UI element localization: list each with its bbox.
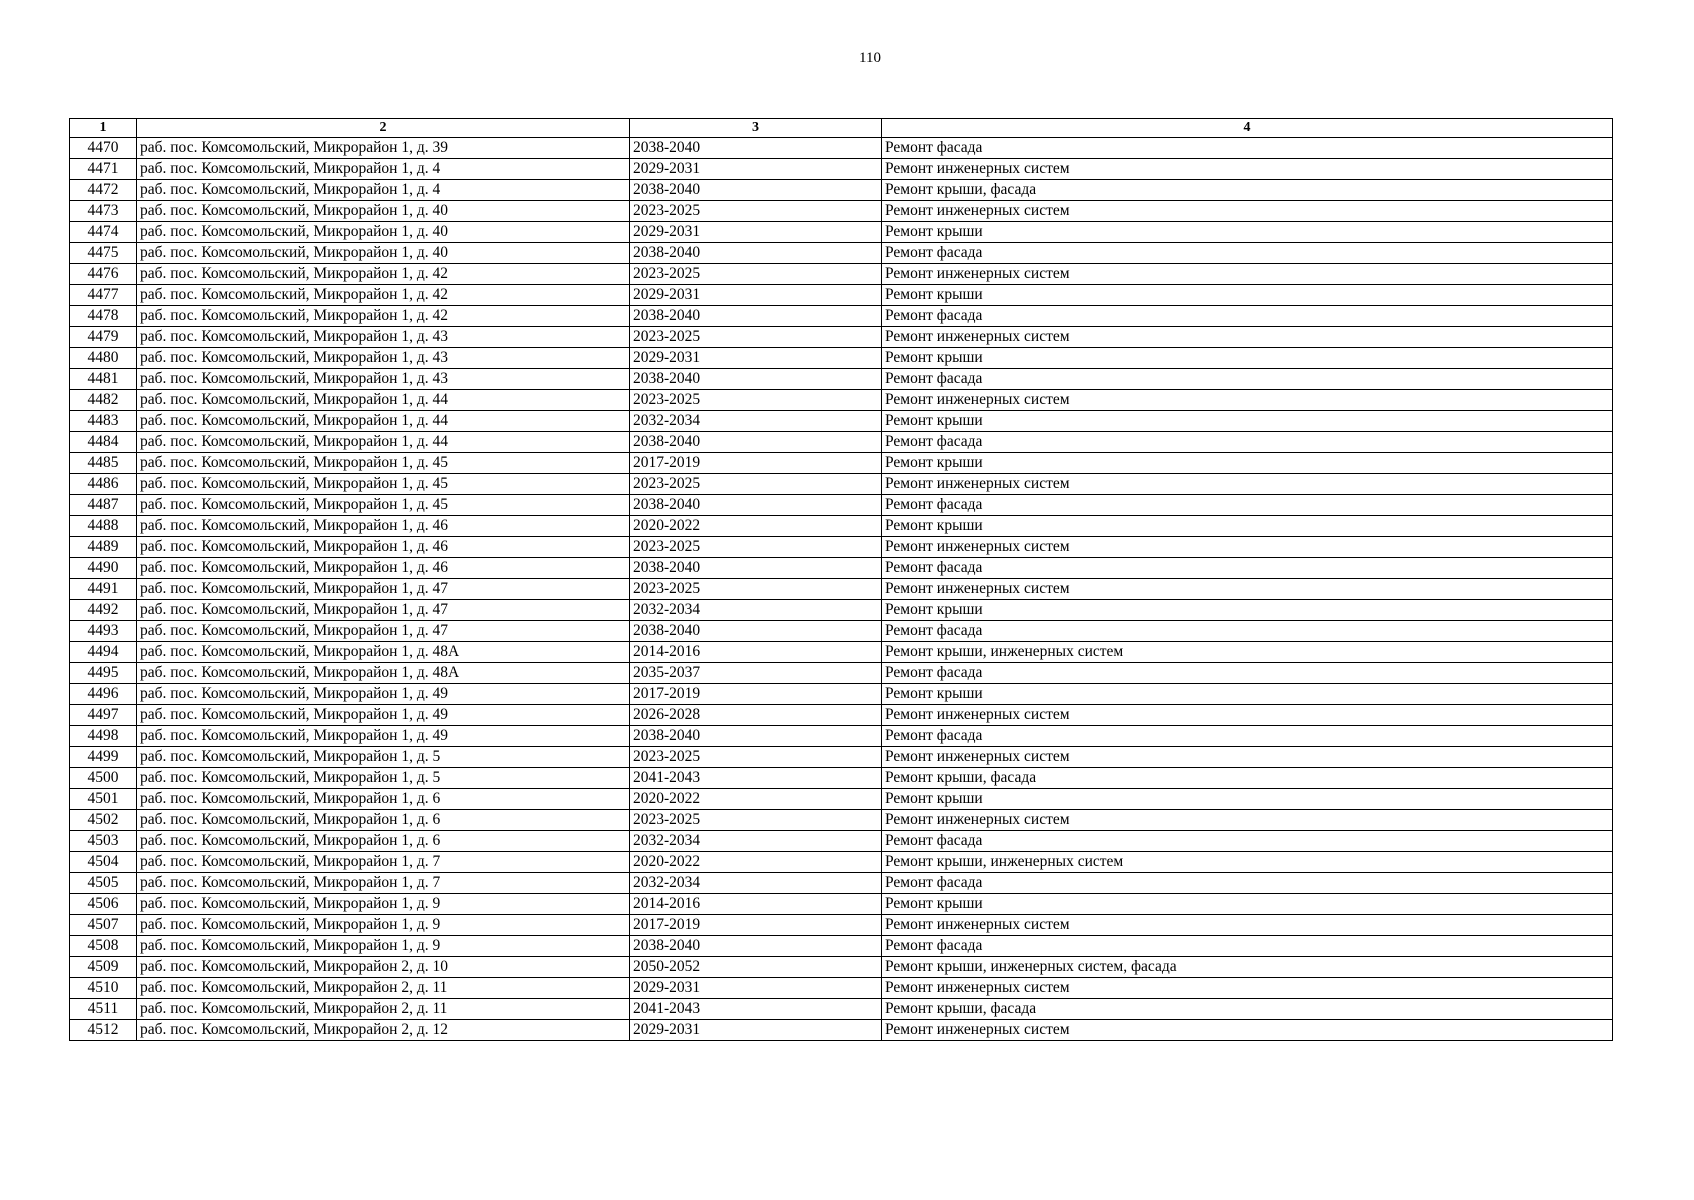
row-work-type: Ремонт крыши, инженерных систем xyxy=(882,852,1613,873)
table-row xyxy=(70,873,1613,894)
row-address: раб. пос. Комсомольский, Микрорайон 1, д. 46 xyxy=(137,537,630,558)
row-address: раб. пос. Комсомольский, Микрорайон 1, д. 45 xyxy=(137,453,630,474)
row-period: 2029-2031 xyxy=(630,348,882,369)
row-period: 2032-2034 xyxy=(630,873,882,894)
row-number: 4506 xyxy=(70,894,137,915)
row-address: раб. пос. Комсомольский, Микрорайон 2, д. 12 xyxy=(137,1020,630,1041)
row-period: 2023-2025 xyxy=(630,201,882,222)
row-number: 4484 xyxy=(70,432,137,453)
table-row xyxy=(70,957,1613,978)
column-header: 2 xyxy=(137,119,630,138)
row-period: 2023-2025 xyxy=(630,390,882,411)
row-work-type: Ремонт крыши xyxy=(882,894,1613,915)
table-row xyxy=(70,684,1613,705)
row-period: 2038-2040 xyxy=(630,306,882,327)
table-row xyxy=(70,579,1613,600)
row-number: 4494 xyxy=(70,642,137,663)
row-work-type: Ремонт крыши, инженерных систем, фасада xyxy=(882,957,1613,978)
row-address: раб. пос. Комсомольский, Микрорайон 1, д. 4 xyxy=(137,159,630,180)
header-row xyxy=(70,119,1613,138)
row-address: раб. пос. Комсомольский, Микрорайон 1, д. 5 xyxy=(137,747,630,768)
row-address: раб. пос. Комсомольский, Микрорайон 1, д. 46 xyxy=(137,516,630,537)
row-work-type: Ремонт крыши xyxy=(882,348,1613,369)
row-number: 4512 xyxy=(70,1020,137,1041)
row-work-type: Ремонт крыши xyxy=(882,600,1613,621)
row-number: 4509 xyxy=(70,957,137,978)
row-period: 2038-2040 xyxy=(630,243,882,264)
row-address: раб. пос. Комсомольский, Микрорайон 1, д. 6 xyxy=(137,831,630,852)
table-row xyxy=(70,306,1613,327)
row-number: 4475 xyxy=(70,243,137,264)
row-address: раб. пос. Комсомольский, Микрорайон 1, д. 48А xyxy=(137,663,630,684)
row-work-type: Ремонт крыши xyxy=(882,411,1613,432)
row-number: 4480 xyxy=(70,348,137,369)
row-work-type: Ремонт фасада xyxy=(882,831,1613,852)
row-address: раб. пос. Комсомольский, Микрорайон 1, д. 47 xyxy=(137,621,630,642)
table-row xyxy=(70,915,1613,936)
row-period: 2050-2052 xyxy=(630,957,882,978)
table-row xyxy=(70,201,1613,222)
row-number: 4507 xyxy=(70,915,137,936)
row-work-type: Ремонт крыши, инженерных систем xyxy=(882,642,1613,663)
table-row xyxy=(70,747,1613,768)
row-address: раб. пос. Комсомольский, Микрорайон 1, д. 44 xyxy=(137,390,630,411)
row-work-type: Ремонт инженерных систем xyxy=(882,579,1613,600)
table-row xyxy=(70,558,1613,579)
row-address: раб. пос. Комсомольский, Микрорайон 1, д. 49 xyxy=(137,684,630,705)
table-row xyxy=(70,159,1613,180)
row-work-type: Ремонт инженерных систем xyxy=(882,537,1613,558)
row-number: 4508 xyxy=(70,936,137,957)
row-period: 2023-2025 xyxy=(630,264,882,285)
row-address: раб. пос. Комсомольский, Микрорайон 1, д. 9 xyxy=(137,936,630,957)
row-period: 2017-2019 xyxy=(630,915,882,936)
row-work-type: Ремонт фасада xyxy=(882,726,1613,747)
row-work-type: Ремонт инженерных систем xyxy=(882,810,1613,831)
table-row xyxy=(70,264,1613,285)
row-number: 4477 xyxy=(70,285,137,306)
table-row xyxy=(70,348,1613,369)
row-address: раб. пос. Комсомольский, Микрорайон 1, д. 43 xyxy=(137,327,630,348)
row-work-type: Ремонт фасада xyxy=(882,138,1613,159)
row-period: 2023-2025 xyxy=(630,747,882,768)
registry-table xyxy=(69,118,1613,1041)
row-period: 2032-2034 xyxy=(630,600,882,621)
row-address: раб. пос. Комсомольский, Микрорайон 2, д. 10 xyxy=(137,957,630,978)
row-number: 4474 xyxy=(70,222,137,243)
row-period: 2023-2025 xyxy=(630,810,882,831)
row-period: 2038-2040 xyxy=(630,369,882,390)
table-row xyxy=(70,642,1613,663)
row-period: 2020-2022 xyxy=(630,789,882,810)
table-row xyxy=(70,789,1613,810)
table-row xyxy=(70,495,1613,516)
table-row xyxy=(70,936,1613,957)
row-address: раб. пос. Комсомольский, Микрорайон 1, д. 4 xyxy=(137,180,630,201)
row-address: раб. пос. Комсомольский, Микрорайон 1, д. 44 xyxy=(137,432,630,453)
row-period: 2023-2025 xyxy=(630,327,882,348)
row-number: 4511 xyxy=(70,999,137,1020)
row-number: 4471 xyxy=(70,159,137,180)
row-number: 4473 xyxy=(70,201,137,222)
row-number: 4470 xyxy=(70,138,137,159)
table-row xyxy=(70,600,1613,621)
row-address: раб. пос. Комсомольский, Микрорайон 1, д. 7 xyxy=(137,873,630,894)
table-row xyxy=(70,705,1613,726)
row-number: 4476 xyxy=(70,264,137,285)
row-period: 2029-2031 xyxy=(630,1020,882,1041)
table-row xyxy=(70,369,1613,390)
row-period: 2038-2040 xyxy=(630,558,882,579)
row-address: раб. пос. Комсомольский, Микрорайон 1, д. 40 xyxy=(137,222,630,243)
table-row xyxy=(70,894,1613,915)
row-number: 4499 xyxy=(70,747,137,768)
row-number: 4481 xyxy=(70,369,137,390)
row-number: 4486 xyxy=(70,474,137,495)
row-work-type: Ремонт крыши, фасада xyxy=(882,180,1613,201)
table-row xyxy=(70,411,1613,432)
row-work-type: Ремонт фасада xyxy=(882,558,1613,579)
row-number: 4478 xyxy=(70,306,137,327)
table-row xyxy=(70,1020,1613,1041)
column-header: 3 xyxy=(630,119,882,138)
row-address: раб. пос. Комсомольский, Микрорайон 1, д. 44 xyxy=(137,411,630,432)
row-work-type: Ремонт крыши xyxy=(882,684,1613,705)
row-period: 2020-2022 xyxy=(630,852,882,873)
row-address: раб. пос. Комсомольский, Микрорайон 1, д. 7 xyxy=(137,852,630,873)
row-period: 2032-2034 xyxy=(630,831,882,852)
row-period: 2029-2031 xyxy=(630,222,882,243)
row-number: 4487 xyxy=(70,495,137,516)
row-work-type: Ремонт фасада xyxy=(882,306,1613,327)
row-period: 2023-2025 xyxy=(630,579,882,600)
row-number: 4502 xyxy=(70,810,137,831)
row-work-type: Ремонт крыши xyxy=(882,453,1613,474)
row-address: раб. пос. Комсомольский, Микрорайон 1, д. 43 xyxy=(137,369,630,390)
row-address: раб. пос. Комсомольский, Микрорайон 1, д. 43 xyxy=(137,348,630,369)
row-address: раб. пос. Комсомольский, Микрорайон 1, д. 46 xyxy=(137,558,630,579)
table-row xyxy=(70,726,1613,747)
row-work-type: Ремонт инженерных систем xyxy=(882,915,1613,936)
page-number: 110 xyxy=(859,50,881,66)
row-number: 4501 xyxy=(70,789,137,810)
row-period: 2041-2043 xyxy=(630,999,882,1020)
row-period: 2038-2040 xyxy=(630,621,882,642)
row-address: раб. пос. Комсомольский, Микрорайон 1, д. 45 xyxy=(137,495,630,516)
row-address: раб. пос. Комсомольский, Микрорайон 1, д. 9 xyxy=(137,915,630,936)
row-work-type: Ремонт инженерных систем xyxy=(882,327,1613,348)
row-work-type: Ремонт инженерных систем xyxy=(882,390,1613,411)
row-number: 4504 xyxy=(70,852,137,873)
table-row xyxy=(70,810,1613,831)
row-number: 4497 xyxy=(70,705,137,726)
row-number: 4498 xyxy=(70,726,137,747)
row-work-type: Ремонт инженерных систем xyxy=(882,978,1613,999)
row-period: 2026-2028 xyxy=(630,705,882,726)
row-work-type: Ремонт крыши xyxy=(882,516,1613,537)
row-period: 2038-2040 xyxy=(630,180,882,201)
row-work-type: Ремонт инженерных систем xyxy=(882,705,1613,726)
row-address: раб. пос. Комсомольский, Микрорайон 1, д. 6 xyxy=(137,789,630,810)
table-row xyxy=(70,768,1613,789)
table-row xyxy=(70,831,1613,852)
row-period: 2023-2025 xyxy=(630,537,882,558)
row-work-type: Ремонт инженерных систем xyxy=(882,1020,1613,1041)
row-period: 2038-2040 xyxy=(630,726,882,747)
row-period: 2038-2040 xyxy=(630,936,882,957)
table-row xyxy=(70,138,1613,159)
row-period: 2017-2019 xyxy=(630,453,882,474)
row-period: 2038-2040 xyxy=(630,495,882,516)
row-work-type: Ремонт фасада xyxy=(882,621,1613,642)
row-number: 4503 xyxy=(70,831,137,852)
table-row xyxy=(70,978,1613,999)
column-header: 4 xyxy=(882,119,1613,138)
row-number: 4485 xyxy=(70,453,137,474)
row-period: 2029-2031 xyxy=(630,285,882,306)
row-number: 4482 xyxy=(70,390,137,411)
row-number: 4505 xyxy=(70,873,137,894)
row-number: 4483 xyxy=(70,411,137,432)
row-period: 2014-2016 xyxy=(630,642,882,663)
row-number: 4495 xyxy=(70,663,137,684)
table-row xyxy=(70,327,1613,348)
row-address: раб. пос. Комсомольский, Микрорайон 1, д. 9 xyxy=(137,894,630,915)
row-period: 2041-2043 xyxy=(630,768,882,789)
row-work-type: Ремонт фасада xyxy=(882,663,1613,684)
row-work-type: Ремонт фасада xyxy=(882,432,1613,453)
row-address: раб. пос. Комсомольский, Микрорайон 1, д. 42 xyxy=(137,264,630,285)
column-header: 1 xyxy=(70,119,137,138)
row-work-type: Ремонт крыши, фасада xyxy=(882,999,1613,1020)
row-address: раб. пос. Комсомольский, Микрорайон 1, д. 49 xyxy=(137,726,630,747)
row-period: 2038-2040 xyxy=(630,432,882,453)
row-address: раб. пос. Комсомольский, Микрорайон 2, д. 11 xyxy=(137,978,630,999)
row-work-type: Ремонт крыши xyxy=(882,285,1613,306)
row-work-type: Ремонт фасада xyxy=(882,495,1613,516)
row-number: 4496 xyxy=(70,684,137,705)
row-address: раб. пос. Комсомольский, Микрорайон 1, д. 45 xyxy=(137,474,630,495)
row-number: 4510 xyxy=(70,978,137,999)
row-period: 2020-2022 xyxy=(630,516,882,537)
row-number: 4472 xyxy=(70,180,137,201)
row-address: раб. пос. Комсомольский, Микрорайон 1, д. 6 xyxy=(137,810,630,831)
row-address: раб. пос. Комсомольский, Микрорайон 1, д. 5 xyxy=(137,768,630,789)
row-address: раб. пос. Комсомольский, Микрорайон 1, д. 42 xyxy=(137,285,630,306)
row-number: 4491 xyxy=(70,579,137,600)
table-row xyxy=(70,432,1613,453)
row-period: 2035-2037 xyxy=(630,663,882,684)
row-period: 2038-2040 xyxy=(630,138,882,159)
row-work-type: Ремонт крыши xyxy=(882,789,1613,810)
table-row xyxy=(70,516,1613,537)
table-row xyxy=(70,285,1613,306)
row-number: 4490 xyxy=(70,558,137,579)
row-address: раб. пос. Комсомольский, Микрорайон 1, д. 47 xyxy=(137,579,630,600)
row-work-type: Ремонт крыши, фасада xyxy=(882,768,1613,789)
table-row xyxy=(70,180,1613,201)
row-address: раб. пос. Комсомольский, Микрорайон 1, д. 39 xyxy=(137,138,630,159)
table-row xyxy=(70,243,1613,264)
row-number: 4492 xyxy=(70,600,137,621)
table-row xyxy=(70,453,1613,474)
row-address: раб. пос. Комсомольский, Микрорайон 1, д. 49 xyxy=(137,705,630,726)
table-row xyxy=(70,222,1613,243)
row-period: 2029-2031 xyxy=(630,159,882,180)
row-number: 4500 xyxy=(70,768,137,789)
row-work-type: Ремонт инженерных систем xyxy=(882,747,1613,768)
row-work-type: Ремонт инженерных систем xyxy=(882,264,1613,285)
row-work-type: Ремонт фасада xyxy=(882,936,1613,957)
table-row xyxy=(70,852,1613,873)
row-work-type: Ремонт фасада xyxy=(882,369,1613,390)
table-row xyxy=(70,474,1613,495)
table-row xyxy=(70,663,1613,684)
table-row xyxy=(70,999,1613,1020)
row-number: 4489 xyxy=(70,537,137,558)
row-period: 2023-2025 xyxy=(630,474,882,495)
row-work-type: Ремонт инженерных систем xyxy=(882,159,1613,180)
row-work-type: Ремонт крыши xyxy=(882,222,1613,243)
row-address: раб. пос. Комсомольский, Микрорайон 1, д. 40 xyxy=(137,243,630,264)
table-row xyxy=(70,537,1613,558)
row-work-type: Ремонт фасада xyxy=(882,873,1613,894)
row-number: 4488 xyxy=(70,516,137,537)
row-work-type: Ремонт фасада xyxy=(882,243,1613,264)
row-period: 2014-2016 xyxy=(630,894,882,915)
row-address: раб. пос. Комсомольский, Микрорайон 1, д. 48А xyxy=(137,642,630,663)
row-address: раб. пос. Комсомольский, Микрорайон 1, д. 47 xyxy=(137,600,630,621)
row-work-type: Ремонт инженерных систем xyxy=(882,201,1613,222)
row-work-type: Ремонт инженерных систем xyxy=(882,474,1613,495)
row-address: раб. пос. Комсомольский, Микрорайон 1, д. 42 xyxy=(137,306,630,327)
row-period: 2032-2034 xyxy=(630,411,882,432)
row-period: 2029-2031 xyxy=(630,978,882,999)
row-number: 4479 xyxy=(70,327,137,348)
row-address: раб. пос. Комсомольский, Микрорайон 1, д. 40 xyxy=(137,201,630,222)
row-address: раб. пос. Комсомольский, Микрорайон 2, д. 11 xyxy=(137,999,630,1020)
table-row xyxy=(70,621,1613,642)
row-period: 2017-2019 xyxy=(630,684,882,705)
table-row xyxy=(70,390,1613,411)
row-number: 4493 xyxy=(70,621,137,642)
